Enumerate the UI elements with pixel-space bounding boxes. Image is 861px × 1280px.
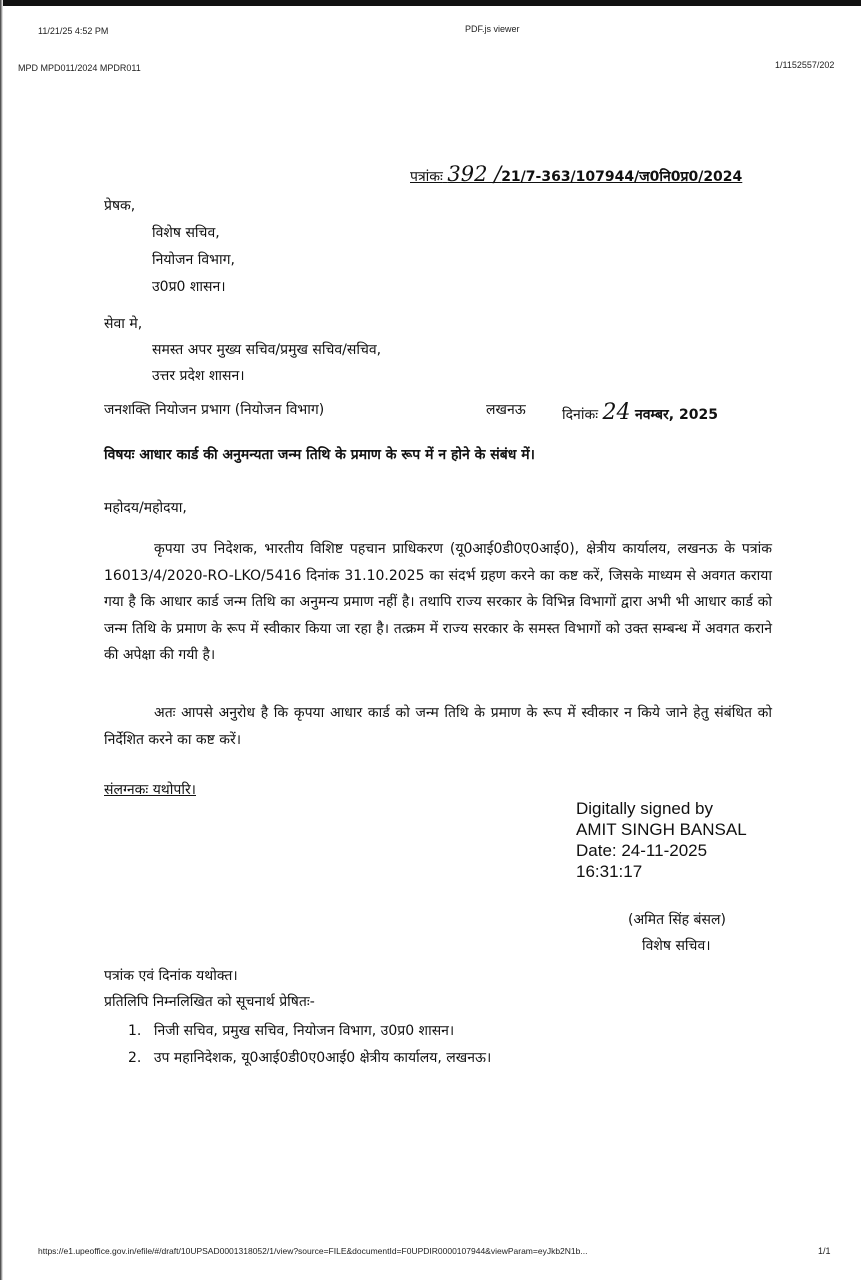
scan-left-edge: [0, 0, 3, 1280]
sender-line-2: नियोजन विभाग,: [152, 252, 235, 268]
place: लखनऊ: [486, 402, 526, 418]
date-day-handwritten: 24: [602, 400, 631, 425]
date-month-year: नवम्बर, 2025: [634, 407, 718, 423]
doc-code-left: MPD MPD011/2024 MPDR011: [18, 63, 141, 73]
copy-reference: पत्रांक एवं दिनांक यथोक्त।: [104, 968, 238, 984]
sender-line-3: उ0प्र0 शासन।: [152, 279, 226, 295]
body-paragraph-2: अतः आपसे अनुरोध है कि कृपया आधार कार्ड को जन्म तिथि के प्रमाण के रूप में स्वीकार न किये जाने हेतु संबंधित को निर्देशित करने का कष्ट करें।: [104, 705, 772, 748]
digital-signature-line-1: Digitally signed by: [576, 799, 714, 818]
copy-item-text: उप महानिदेशक, यू0आई0डी0ए0आई0 क्षेत्रीय कार्यालय, लखनऊ।: [153, 1050, 492, 1066]
recipient-line-2: उत्तर प्रदेश शासन।: [152, 368, 245, 384]
salutation: महोदय/महोदया,: [104, 500, 187, 516]
print-timestamp: 11/21/25 4:52 PM: [38, 26, 109, 36]
digital-signature-line-3: Date: 24-11-2025: [576, 841, 708, 860]
copy-item-number: 1.: [128, 1023, 142, 1039]
copy-item-text: निजी सचिव, प्रमुख सचिव, नियोजन विभाग, उ0प्र0 शासन।: [153, 1023, 455, 1039]
enclosure: संलग्नकः यथोपरि।: [104, 782, 196, 798]
ref-handwritten: 392 /: [447, 162, 502, 186]
date-label: दिनांकः: [562, 407, 599, 423]
department: जनशक्ति नियोजन प्रभाग (नियोजन विभाग): [104, 402, 325, 418]
sender-label: प्रेषक,: [104, 198, 136, 214]
doc-code-right: 1/1152557/202: [775, 60, 835, 70]
copy-intro: प्रतिलिपि निम्नलिखित को सूचनार्थ प्रेषितः-: [104, 994, 315, 1010]
footer-page-number: 1/1: [818, 1246, 831, 1256]
body-paragraph-1: कृपया उप निदेशक, भारतीय विशिष्ट पहचान प्राधिकरण (यू0आई0डी0ए0आई0), क्षेत्रीय कार्यालय, लखनऊ के पत्रांक 16013/4/2020-RO-LKO/5416 दिनांक 31.10.2025 का संदर्भ ग्रहण करने का कष्ट करें, जिसके माध्यम से अवगत कराया गया है कि आधार कार्ड जन्म तिथि का अनुमन्य प्रमाण नहीं है। तथापि राज्य सरकार के विभिन्न विभागों द्वारा अभी भी आधार कार्ड को जन्म तिथि के प्रमाण के रूप में स्वीकार किया जा रहा है। तत्क्रम में राज्य सरकार के समस्त विभागों को उक्त सम्बन्ध में अवगत कराने की अपेक्षा की गयी है।: [104, 541, 772, 663]
copy-item-1: [128, 1021, 454, 1040]
signatory-title: विशेष सचिव।: [642, 938, 711, 954]
signatory-name: (अमित सिंह बंसल): [628, 912, 726, 928]
digital-signature-block: [576, 798, 747, 882]
footer-url: https://e1.upeoffice.gov.in/efile/#/draft/10UPSAD0001318052/1/view?source=FILE&documentId=F0UPDIR0000107944&viewParam=eyJkb2N1b...: [38, 1246, 588, 1256]
reference-number-line: [410, 162, 742, 186]
date: [562, 400, 718, 425]
copy-item-number: 2.: [128, 1050, 142, 1066]
subject: विषयः आधार कार्ड की अनुमन्यता जन्म तिथि के प्रमाण के रूप में न होने के संबंध में।: [104, 447, 535, 463]
sender-line-1: विशेष सचिव,: [152, 225, 220, 241]
recipient-label: सेवा मे,: [104, 316, 143, 332]
print-app-title: PDF.js viewer: [465, 24, 520, 34]
ref-number: 21/7-363/107944/ज0नि0प्र0/2024: [501, 169, 743, 185]
recipient-line-1: समस्त अपर मुख्य सचिव/प्रमुख सचिव/सचिव,: [152, 342, 382, 358]
copy-item-2: [128, 1048, 491, 1067]
scan-top-border: [0, 0, 861, 6]
digital-signature-line-4: 16:31:17: [576, 862, 643, 881]
digital-signature-line-2: AMIT SINGH BANSAL: [576, 820, 747, 839]
ref-label: पत्रांकः: [410, 169, 443, 185]
